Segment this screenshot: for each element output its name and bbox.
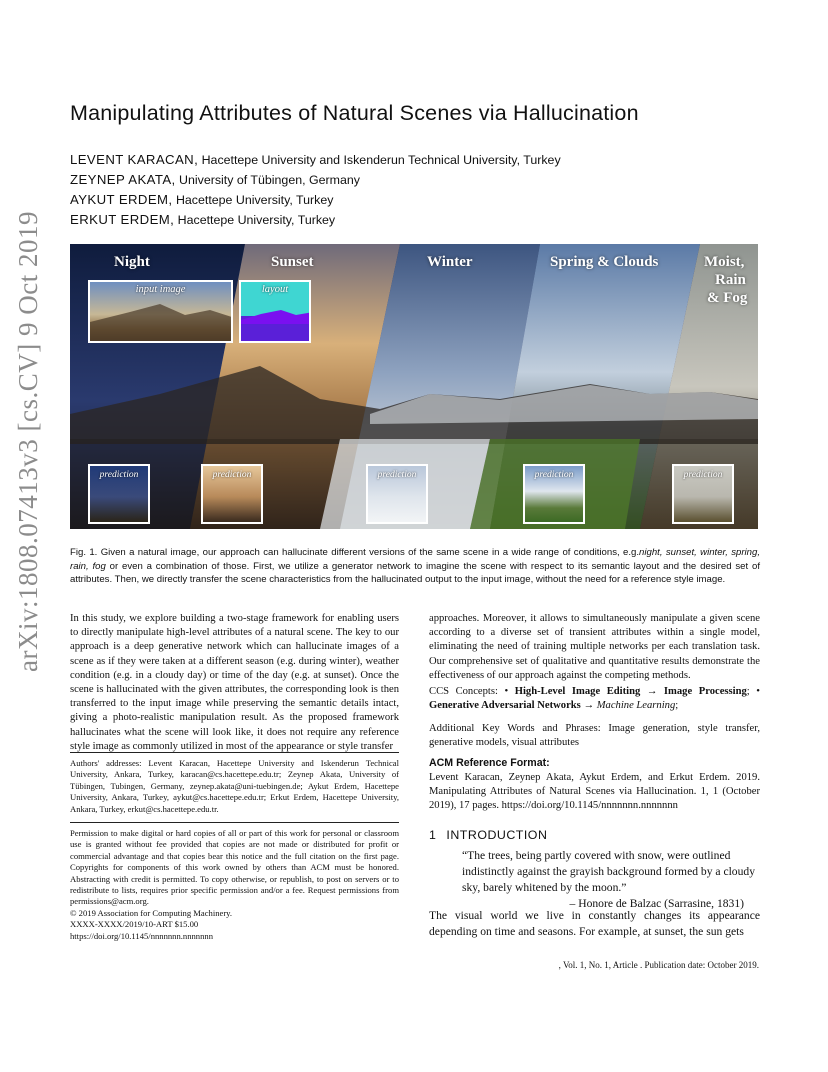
ccs-arrow: → <box>580 700 597 712</box>
abstract-right: approaches. Moreover, it allows to simultaneously manipulate a given scene according to a diverse set of transient attributes within a single model, eliminating the need of training multiple networks per each translation task. Our comprehensive set of qualitative and quantitative results demonstrate the effectiveness of our approach against the competing methods. <box>429 613 760 681</box>
author-affiliation: Hacettepe University, Turkey <box>174 213 336 227</box>
author-affiliation: Hacettepe University and Iskenderun Technical University, Turkey <box>198 153 561 167</box>
author-line <box>70 150 770 170</box>
label-sunset: Sunset <box>271 254 314 270</box>
abstract-left: In this study, we explore building a two-stage framework for enabling users to directly manipulate high-level attributes of a natural scene. The key to our approach is a deep generative network which can hallucinate images of a scene as if they were taken at a different season (e.g. during winter), weather condition (e.g. in a cloudy day) or time of the day (e.g. at sunset). Once the scene is hallucinated with the given attributes, the corresponding look is then transferred to the input image while preserving the semantic details intact, giving a photo-realistic manipulation result. As the proposed framework hallucinates what the scene will look like, it does not require any reference style image as commonly utilized in most of the appearance or style transfer <box>70 613 399 752</box>
prediction-spring <box>523 464 585 524</box>
footnote-rule <box>70 822 399 823</box>
input-image-inset <box>88 280 233 343</box>
caption-conditions: night, sunset, winter, spring, rain, fog <box>70 547 761 572</box>
ccs-term-1: High-Level Image Editing → Image Processing <box>514 686 747 697</box>
label-moist: Moist, <box>704 254 745 270</box>
keywords: Additional Key Words and Phrases: Image generation, style transfer, generative models, visual attributes <box>429 723 760 749</box>
layout-caption: layout <box>261 284 289 295</box>
arxiv-stamp: arXiv:1808.07413v3 [cs.CV] 9 Oct 2019 <box>13 211 43 672</box>
prediction-winter <box>366 464 428 524</box>
figure-caption <box>70 546 760 587</box>
author-line <box>70 170 770 190</box>
epigraph <box>462 848 762 912</box>
label-rain: Rain <box>715 272 746 288</box>
page-footer: , Vol. 1, No. 1, Article . Publication date: October 2019. <box>558 960 759 970</box>
ccs-end: ; <box>675 700 679 712</box>
epigraph-source: – Honore de Balzac (Sarrasine, 1831) <box>569 897 744 910</box>
ccs-concepts <box>429 685 760 713</box>
prediction-caption: prediction <box>683 470 723 480</box>
footnote-permission: Permission to make digital or hard copies of all or part of this work for personal or classroom use is granted without fee provided that copies are not made or distributed for profit or commercial advantage and that copies bear this notice and the full citation on the first page. Copyrights for components of this work owned by others than ACM must be honored. Abstracting with credit is permitted. To copy otherwise, or republish, to post on servers or to redistribute to lists, requires prior specific permission and/or a fee. Request permissions from permissions@acm.org. <box>70 828 399 907</box>
footnote-permission-block <box>70 828 399 942</box>
footnote-rule <box>70 752 399 753</box>
acm-reference-heading: ACM Reference Format: <box>429 757 550 769</box>
author-name: LEVENT KARACAN, <box>70 152 199 167</box>
caption-suffix: or even a combination of those. First, we utilize a generator network to imagine the scene with respect to its semantic layout and the desired set of attributes. Then, we directly transfer the scene characteristics from the hallucinated output to the input image, without the need for a reference style image. <box>70 560 760 586</box>
teaser-figure <box>70 244 758 529</box>
author-name: ERKUT ERDEM, <box>70 212 175 227</box>
prediction-caption: prediction <box>99 470 139 480</box>
epigraph-text: “The trees, being partly covered with snow, were outlined indistinctly against the grayish background formed by a cloudy sky, barely whitened by the moon.” <box>462 849 755 894</box>
footnote-authors: Authors' addresses: Levent Karacan, Hacettepe University and Iskenderun Technical University, Ankara, Turkey, karacan@cs.hacettepe.edu.tr; Zeynep Akata, University of Tübingen, Tubingen, Germany, zeynep.akata@uni-tuebingen.de; Aykut Erdem, Hacettepe University, Ankara, Turkey, aykut@cs.hacettepe.edu.tr; Erkut Erdem, Hacettepe University, Ankara, Turkey, erkut@cs.hacettepe.edu.tr. <box>70 758 399 814</box>
author-affiliation: University of Tübingen, Germany <box>175 173 360 187</box>
author-affiliation: Hacettepe University, Turkey <box>172 193 334 207</box>
layout-inset <box>239 280 311 343</box>
prediction-fog <box>672 464 734 524</box>
label-night: Night <box>114 254 150 270</box>
author-line <box>70 210 770 230</box>
acm-reference-body: Levent Karacan, Zeynep Akata, Aykut Erdem, and Erkut Erdem. 2019. Manipulating Attributes of Natural Scenes via Hallucination. 1, 1 (October 2019), 17 pages. https://doi.org/10.1145/nnnnnnn.nnnnnnn <box>429 772 760 812</box>
author-name: AYKUT ERDEM, <box>70 192 173 207</box>
ccs-separator: ; • <box>746 686 760 697</box>
footnote-doi: https://doi.org/10.1145/nnnnnnn.nnnnnnn <box>70 930 213 941</box>
prediction-caption: prediction <box>377 470 417 480</box>
author-list <box>70 150 770 230</box>
ccs-prefix: CCS Concepts: • <box>429 686 515 697</box>
section-number: 1 <box>429 828 437 842</box>
paper-title: Manipulating Attributes of Natural Scenes via Hallucination <box>70 101 639 125</box>
footnote-issn: XXXX-XXXX/2019/10-ART $15.00 <box>70 919 199 930</box>
section-heading-introduction <box>429 828 547 842</box>
prediction-caption: prediction <box>534 470 574 480</box>
author-line <box>70 190 770 210</box>
prediction-sunset <box>201 464 263 524</box>
label-spring-clouds: Spring & Clouds <box>550 254 659 270</box>
input-image-caption: input image <box>135 284 186 295</box>
label-fog: & Fog <box>707 290 748 306</box>
label-winter: Winter <box>427 254 473 270</box>
footnote-copyright: © 2019 Association for Computing Machinery. <box>70 907 233 918</box>
caption-prefix: Fig. 1. Given a natural image, our approach can hallucinate different versions of the same scene in a wide range of conditions, e.g. <box>70 547 640 558</box>
intro-paragraph: The visual world we live in constantly changes its appearance depending on time and seasons. For example, at sunset, the sun gets <box>429 909 760 939</box>
prediction-night <box>88 464 150 524</box>
author-name: ZEYNEP AKATA, <box>70 172 176 187</box>
ccs-term-3: Machine Learning <box>596 700 676 712</box>
section-title: INTRODUCTION <box>446 828 548 842</box>
ccs-term-2: Generative Adversarial Networks <box>429 700 581 712</box>
prediction-caption: prediction <box>212 470 252 480</box>
